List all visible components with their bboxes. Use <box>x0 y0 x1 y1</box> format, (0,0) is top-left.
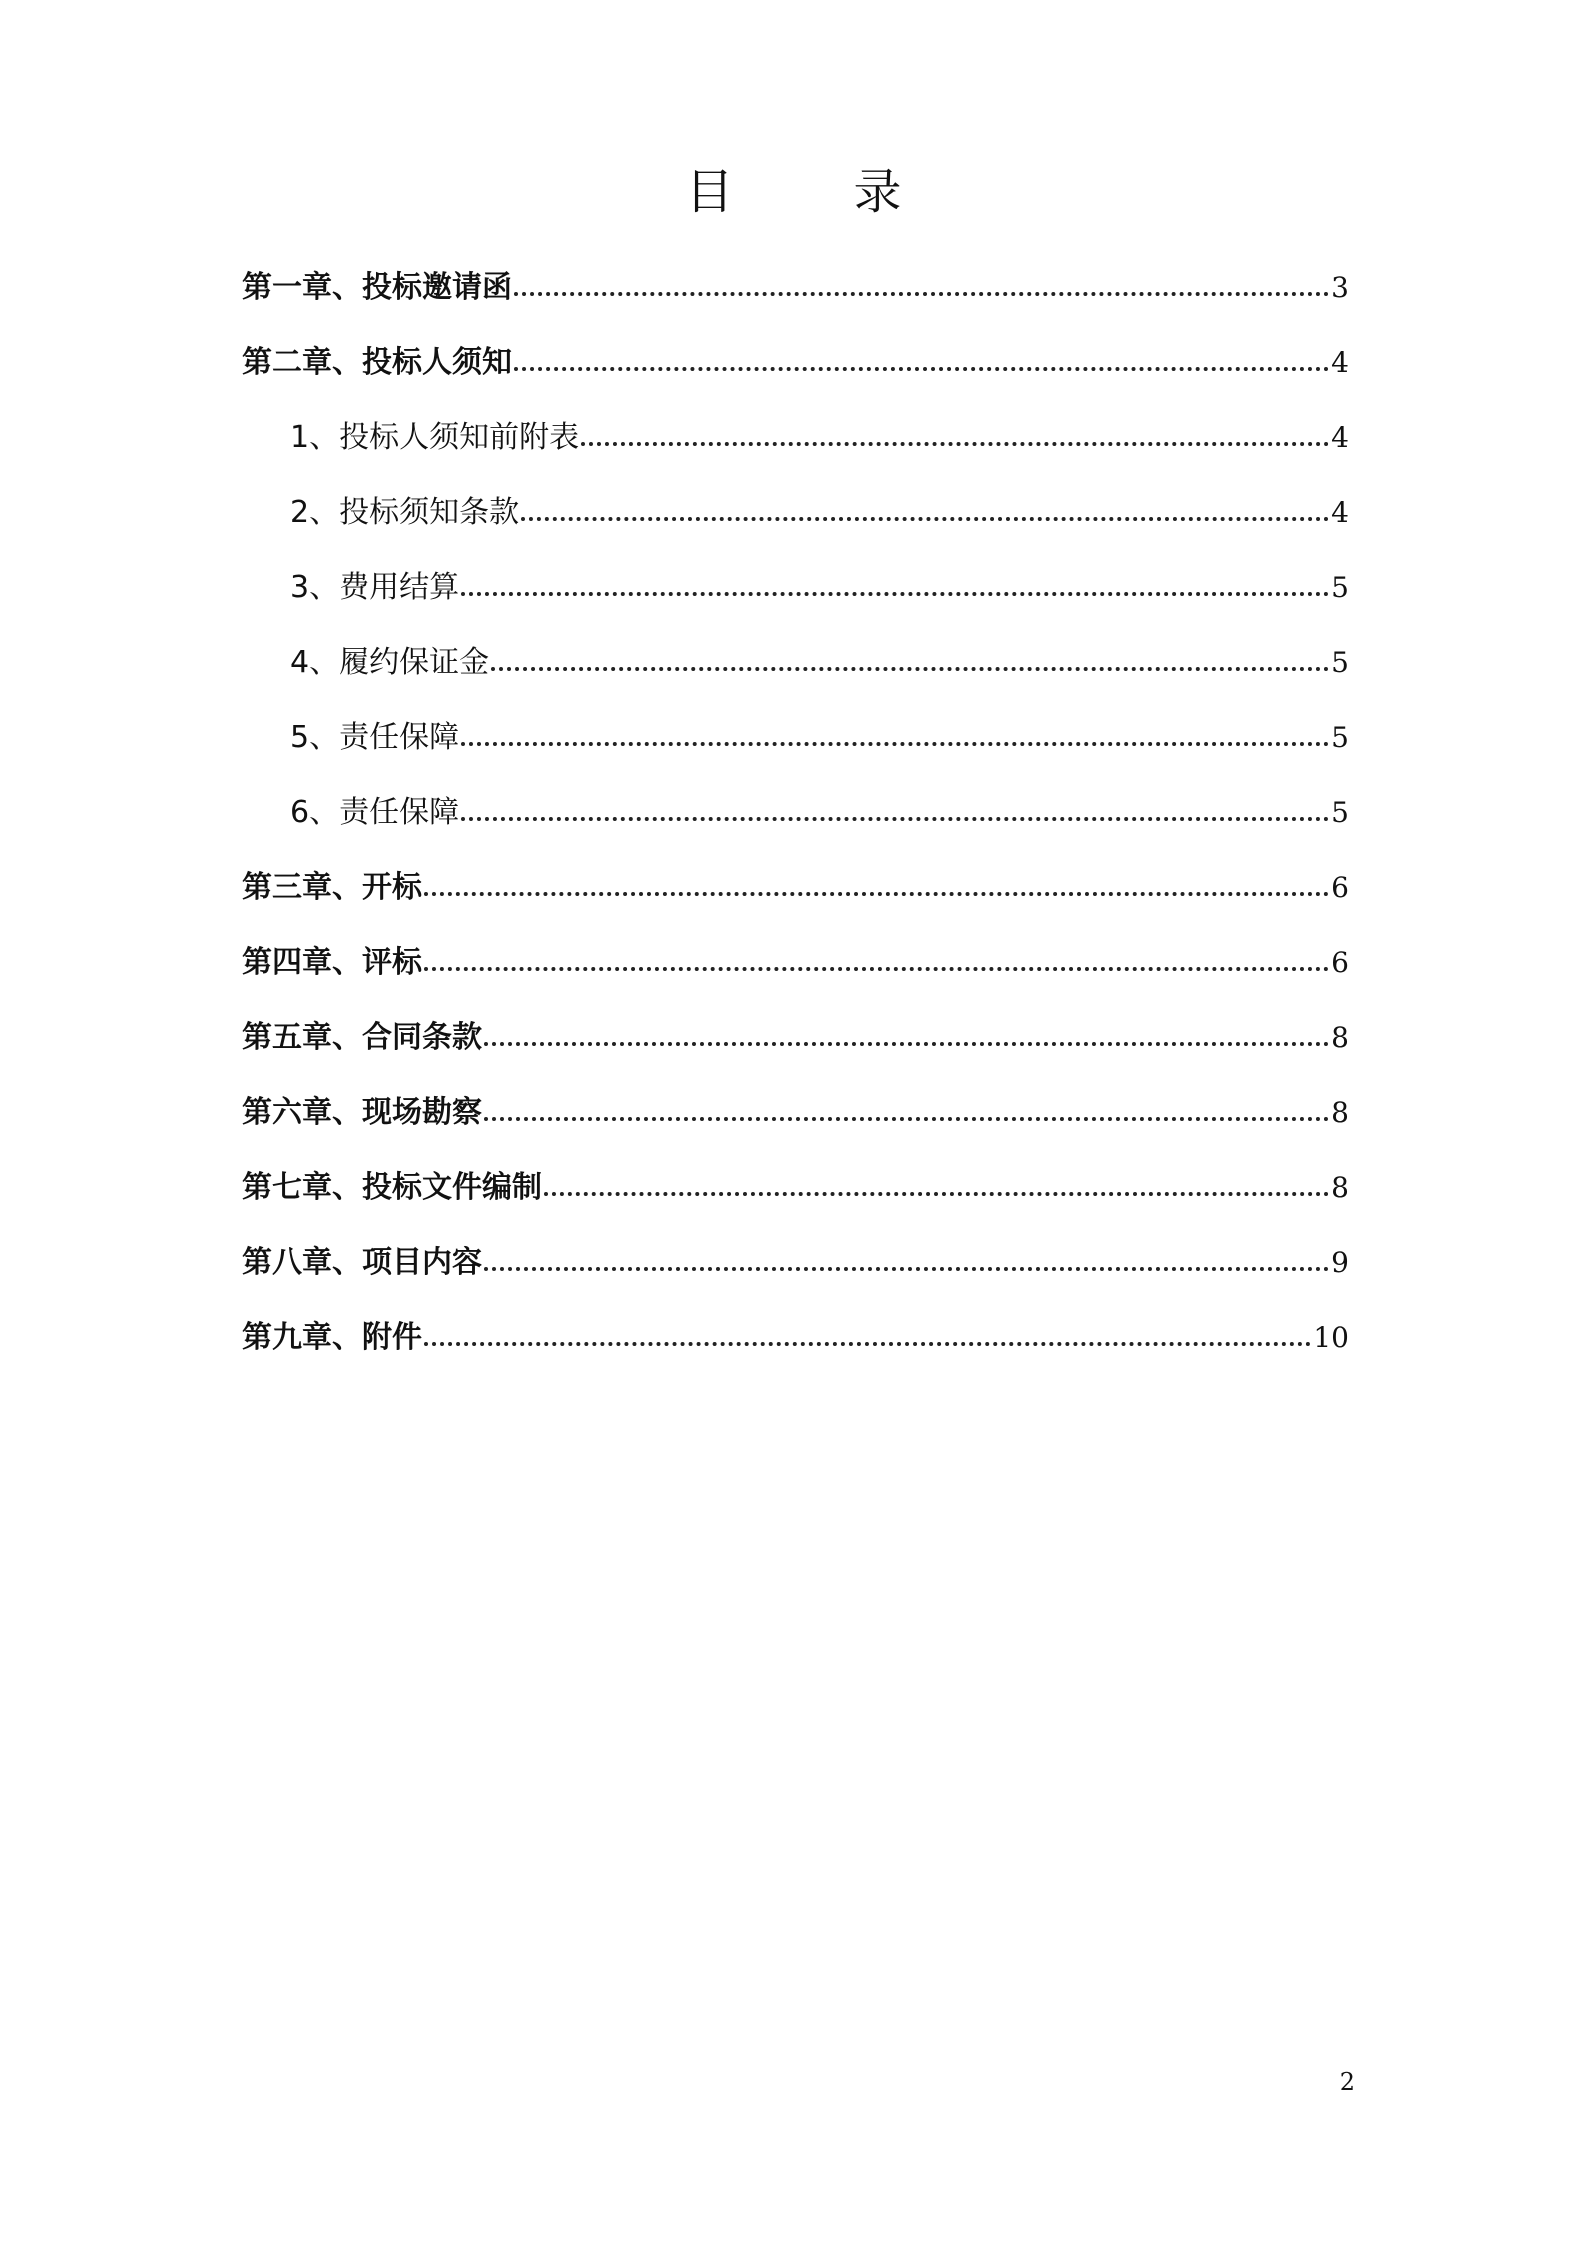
toc-entry-page-number: 4 <box>1331 345 1349 379</box>
toc-entry-page-number: 5 <box>1331 570 1349 604</box>
toc-entry[interactable] <box>242 925 1349 1000</box>
toc-title <box>0 160 1587 224</box>
toc-entry[interactable] <box>242 475 1349 550</box>
toc-list <box>242 250 1349 1375</box>
toc-dot-leader <box>521 516 1329 521</box>
toc-entry[interactable] <box>242 250 1349 325</box>
toc-entry-label: 3、费用结算 <box>290 569 460 605</box>
toc-entry-page-number: 8 <box>1331 1170 1349 1204</box>
toc-entry-label: 5、责任保障 <box>290 719 460 755</box>
toc-entry[interactable] <box>242 1075 1349 1150</box>
toc-entry-page-number: 10 <box>1313 1320 1349 1354</box>
toc-entry[interactable] <box>242 1225 1349 1300</box>
toc-dot-leader <box>424 1341 1311 1346</box>
toc-entry-label: 第五章、合同条款 <box>242 1019 482 1055</box>
toc-dot-leader <box>484 1266 1329 1271</box>
toc-entry-label: 2、投标须知条款 <box>290 494 520 530</box>
toc-entry-page-number: 3 <box>1331 270 1349 304</box>
toc-dot-leader <box>491 666 1329 671</box>
toc-entry-label: 第六章、现场勘察 <box>242 1094 482 1130</box>
toc-entry-label: 第七章、投标文件编制 <box>242 1169 542 1205</box>
toc-entry-label: 6、责任保障 <box>290 794 460 830</box>
toc-entry[interactable] <box>242 1150 1349 1225</box>
toc-dot-leader <box>581 441 1329 446</box>
toc-entry-page-number: 8 <box>1331 1095 1349 1129</box>
toc-entry-page-number: 6 <box>1331 870 1349 904</box>
toc-entry[interactable] <box>242 625 1349 700</box>
toc-dot-leader <box>544 1191 1329 1196</box>
toc-dot-leader <box>514 291 1329 296</box>
toc-entry-page-number: 8 <box>1331 1020 1349 1054</box>
toc-entry-page-number: 9 <box>1331 1245 1349 1279</box>
toc-dot-leader <box>424 891 1329 896</box>
toc-entry-label: 4、履约保证金 <box>290 644 490 680</box>
toc-dot-leader <box>424 966 1329 971</box>
toc-dot-leader <box>461 816 1329 821</box>
toc-entry[interactable] <box>242 550 1349 625</box>
toc-entry-label: 第八章、项目内容 <box>242 1244 482 1280</box>
toc-entry-page-number: 6 <box>1331 945 1349 979</box>
toc-entry-page-number: 5 <box>1331 795 1349 829</box>
toc-entry-label: 1、投标人须知前附表 <box>290 419 580 455</box>
toc-entry-label: 第二章、投标人须知 <box>242 344 512 380</box>
toc-entry-page-number: 4 <box>1331 495 1349 529</box>
toc-entry[interactable] <box>242 700 1349 775</box>
toc-entry[interactable] <box>242 400 1349 475</box>
toc-dot-leader <box>461 741 1329 746</box>
toc-entry-label: 第四章、评标 <box>242 944 422 980</box>
toc-entry-label: 第九章、附件 <box>242 1319 422 1355</box>
toc-entry-page-number: 5 <box>1331 720 1349 754</box>
toc-dot-leader <box>484 1116 1329 1121</box>
toc-entry-page-number: 4 <box>1331 420 1349 454</box>
toc-title-char-1: 目 <box>685 164 734 220</box>
toc-entry[interactable] <box>242 325 1349 400</box>
toc-title-char-2: 录 <box>853 164 902 220</box>
toc-dot-leader <box>514 366 1329 371</box>
toc-entry-label: 第一章、投标邀请函 <box>242 269 512 305</box>
toc-entry-label: 第三章、开标 <box>242 869 422 905</box>
toc-entry[interactable] <box>242 1300 1349 1375</box>
toc-dot-leader <box>484 1041 1329 1046</box>
toc-entry[interactable] <box>242 1000 1349 1075</box>
toc-entry-page-number: 5 <box>1331 645 1349 679</box>
toc-dot-leader <box>461 591 1329 596</box>
toc-entry[interactable] <box>242 775 1349 850</box>
page-number: 2 <box>1339 2068 1355 2096</box>
toc-entry[interactable] <box>242 850 1349 925</box>
